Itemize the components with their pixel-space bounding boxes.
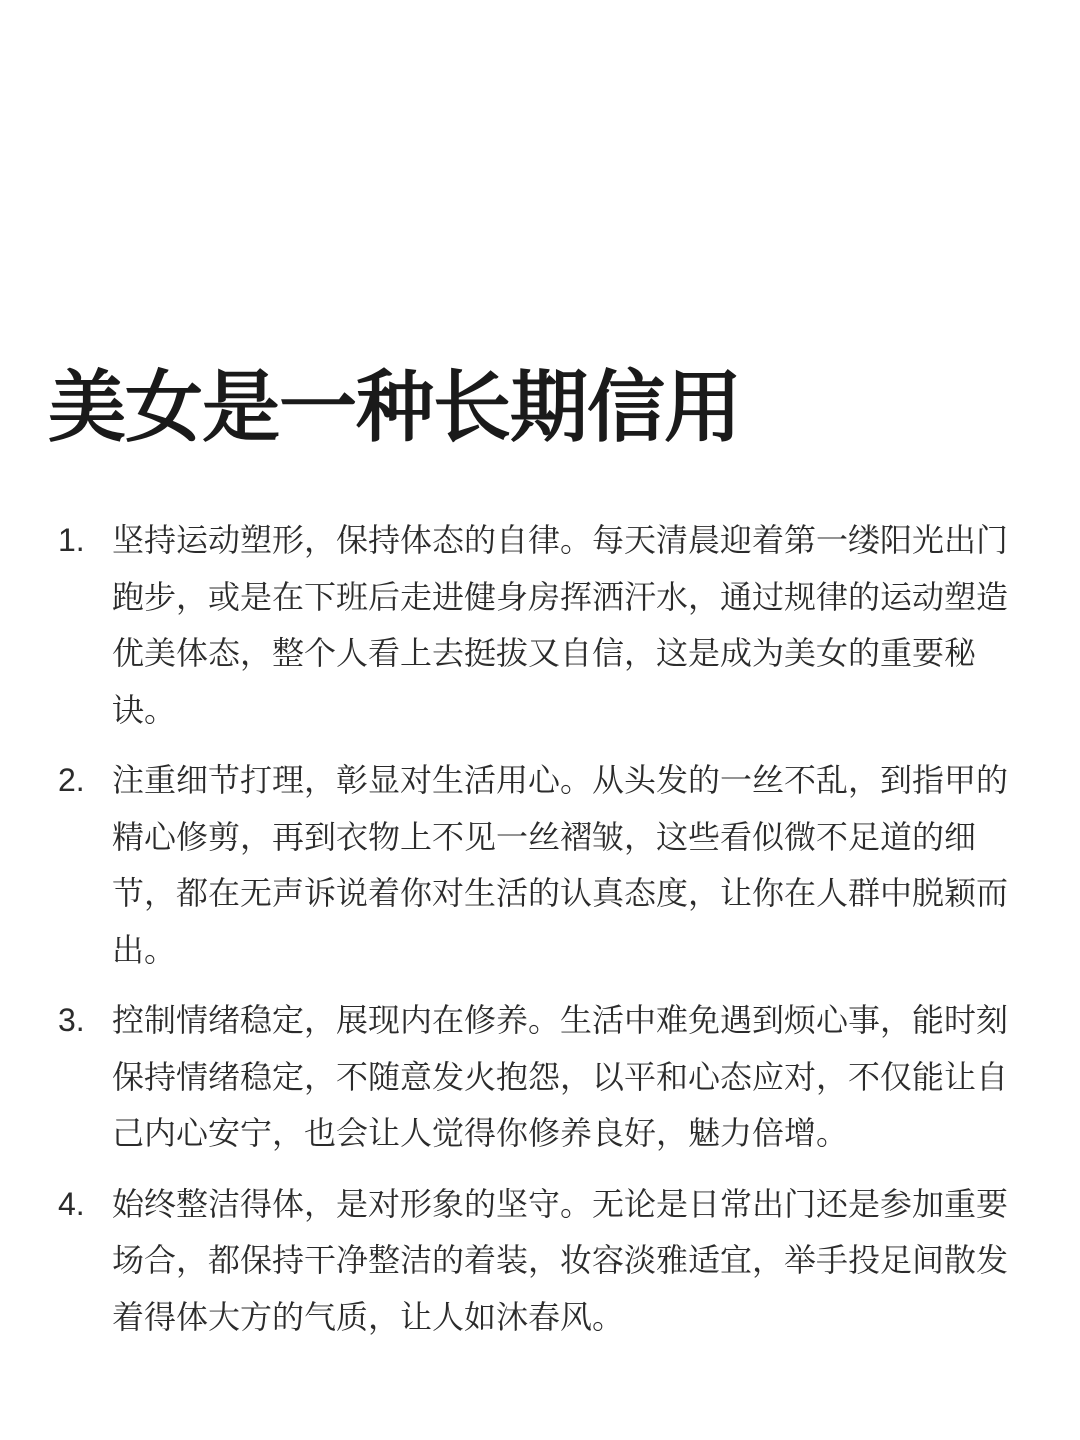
- list-item-text: 注重细节打理，彰显对生活用心。从头发的一丝不乱，到指甲的精心修剪，再到衣物上不见一丝褶皱，这些看似微不足道的细节，都在无声诉说着你对生活的认真态度，让你在人群中脱颖而出。: [112, 761, 1009, 969]
- list-item-text: 控制情绪稳定，展现内在修养。生活中难免遇到烦心事，能时刻保持情绪稳定，不随意发火抱怨，以平和心态应对，不仅能让自己内心安宁，也会让人觉得你修养良好，魅力倍增。: [112, 1001, 1009, 1152]
- list-item: [58, 512, 1018, 738]
- list-item-text: 始终整洁得体，是对形象的坚守。无论是日常出门还是参加重要场合，都保持干净整洁的着装，妆容淡雅适宜，举手投足间散发着得体大方的气质，让人如沐春风。: [112, 1184, 1009, 1336]
- list-item-text: 坚持运动塑形，保持体态的自律。每天清晨迎着第一缕阳光出门跑步，或是在下班后走进健身房挥洒汗水，通过规律的运动塑造优美体态，整个人看上去挺拔又自信，这是成为美女的重要秘诀。: [112, 521, 1009, 729]
- list-item-number: 3.: [58, 1002, 85, 1038]
- list-item: [58, 992, 1018, 1162]
- tips-list: [58, 512, 1018, 1359]
- list-item-number: 4.: [58, 1185, 85, 1222]
- list-item-number: 1.: [58, 522, 85, 558]
- list-item: [58, 752, 1018, 978]
- list-item: [58, 1176, 1018, 1346]
- page-title: 美女是一种长期信用: [48, 363, 742, 453]
- list-item-number: 2.: [58, 762, 85, 798]
